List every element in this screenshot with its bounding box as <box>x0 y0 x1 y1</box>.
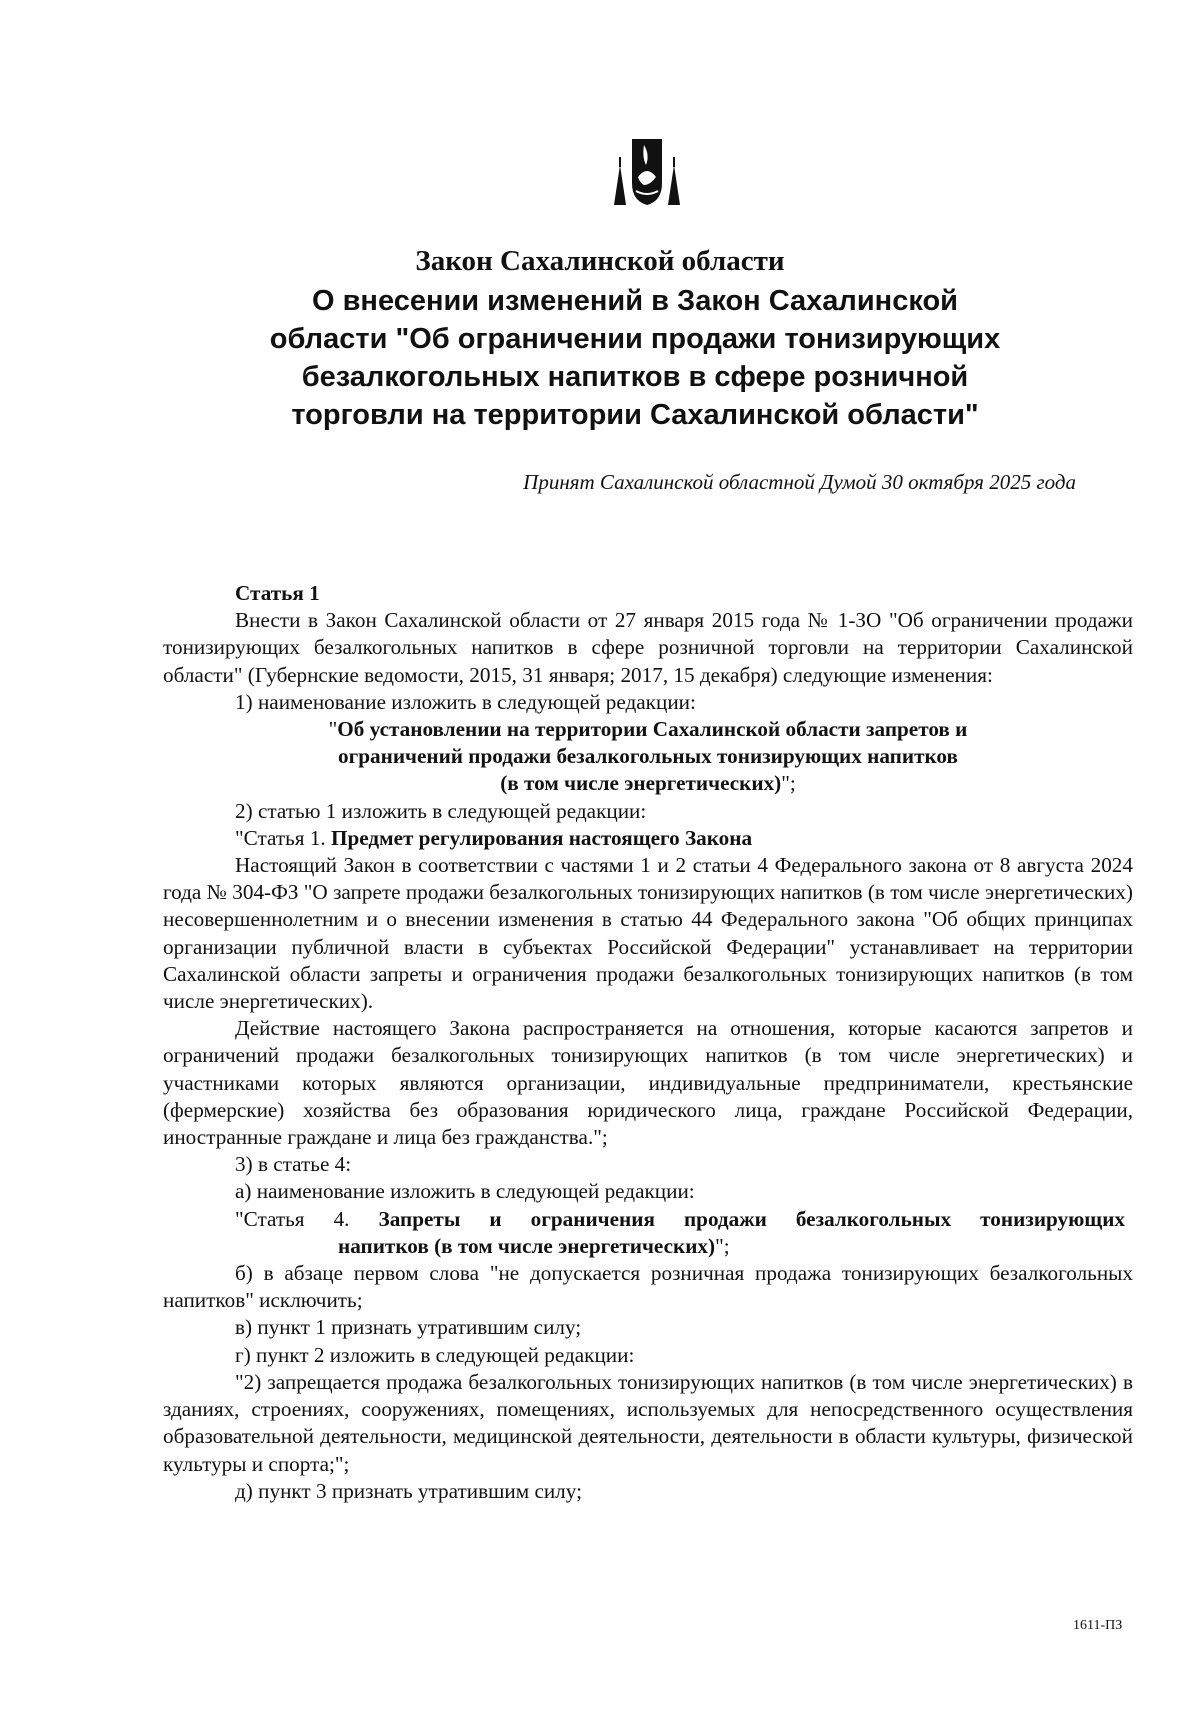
quote-mark: " <box>328 717 338 742</box>
article4-title-bold: напитков (в том числе энергетических) <box>338 1233 716 1258</box>
article1-title <box>163 825 1133 852</box>
adoption-note: Принят Сахалинской областной Думой 30 октября 2025 года <box>523 470 1076 494</box>
law-title: Закон Сахалинской области <box>415 245 785 277</box>
new-title-line: ограничений продажи безалкогольных тонизирующих напитков <box>338 744 958 769</box>
document-body <box>163 580 1133 1505</box>
amendment-item-3v: в) пункт 1 признать утратившим силу; <box>235 1315 582 1340</box>
article-heading: Статья 1 <box>235 581 320 605</box>
amendment-item-3g-text: "2) запрещается продажа безалкогольных тонизирующих напитков (в том числе энергетических) в зданиях, строениях, сооружениях, помещениях, используемых для непосредственного осуществления образовательной деятельности, медицинской деятельности, деятельности в области культуры, физической культуры и спорта;"; <box>163 1369 1133 1476</box>
amendment-item-3d: д) пункт 3 признать утратившим силу; <box>235 1478 582 1503</box>
new-title-quote <box>163 716 1133 798</box>
article1-prefix: "Статья 1. <box>235 825 332 850</box>
article4-title-cont <box>163 1233 1133 1260</box>
document-code: 1611-ПЗ <box>1073 1618 1123 1633</box>
coat-of-arms-icon <box>610 135 684 207</box>
amendment-item-3: 3) в статье 4: <box>235 1152 352 1177</box>
subtitle-line: безалкогольных напитков в сфере розничной <box>301 361 969 393</box>
article1-title-bold: Предмет регулирования настоящего Закона <box>331 825 753 850</box>
subtitle-line: области "Об ограничении продажи тонизирующих <box>269 323 1001 355</box>
amendment-item-3a: а) наименование изложить в следующей редакции: <box>235 1179 695 1204</box>
article4-prefix: "Статья 4. <box>235 1206 379 1231</box>
amendment-item-3b: б) в абзаце первом слова "не допускается розничная продажа тонизирующих безалкогольных напитков" исключить; <box>163 1261 1133 1313</box>
subtitle-line: торговли на территории Сахалинской области" <box>291 399 979 431</box>
article-intro: Внести в Закон Сахалинской области от 27 января 2015 года № 1-ЗО "Об ограничении продажи тонизирующих безалкогольных напитков в сфере розничной торговли на территории Сахалинской области" (Губернские ведомости, 2015, 31 января; 2017, 15 декабря) следующие изменения: <box>163 608 1133 687</box>
article4-title-bold: Запреты и ограничения продажи безалкогольных тонизирующих <box>378 1206 1125 1231</box>
amendment-item-3g: г) пункт 2 изложить в следующей редакции: <box>235 1342 635 1367</box>
article4-title <box>163 1206 1133 1233</box>
article1-paragraph: Действие настоящего Закона распространяется на отношения, которые касаются запретов и ограничений продажи безалкогольных тонизирующих напитков (в том числе энергетических) и участниками которых являются организации, индивидуальные предприниматели, крестьянские (фермерские) хозяйства без образования юридического лица, граждане Российской Федерации, иностранные граждане и лица без гражданства."; <box>163 1016 1133 1150</box>
quote-close: "; <box>781 771 796 796</box>
law-subtitle <box>210 282 1060 434</box>
amendment-item-2: 2) статью 1 изложить в следующей редакции: <box>235 798 647 823</box>
subtitle-line: О внесении изменений в Закон Сахалинской <box>311 285 958 317</box>
new-title-line: Об установлении на территории Сахалинской области запретов и <box>337 717 968 742</box>
amendment-item-1: 1) наименование изложить в следующей редакции: <box>235 689 696 714</box>
article4-close: "; <box>715 1233 730 1258</box>
article1-paragraph: Настоящий Закон в соответствии с частями 1 и 2 статьи 4 Федерального закона от 8 августа 2024 года № 304-ФЗ "О запрете продажи безалкогольных тонизирующих напитков (в том числе энергетических) несовершеннолетним и о внесении изменения в статью 44 Федерального закона "Об общих принципах организации публичной власти в субъектах Российской Федерации" устанавливает на территории Сахалинской области запреты и ограничения продажи безалкогольных тонизирующих напитков (в том числе энергетических). <box>163 853 1133 1014</box>
new-title-line: (в том числе энергетических) <box>500 771 782 796</box>
